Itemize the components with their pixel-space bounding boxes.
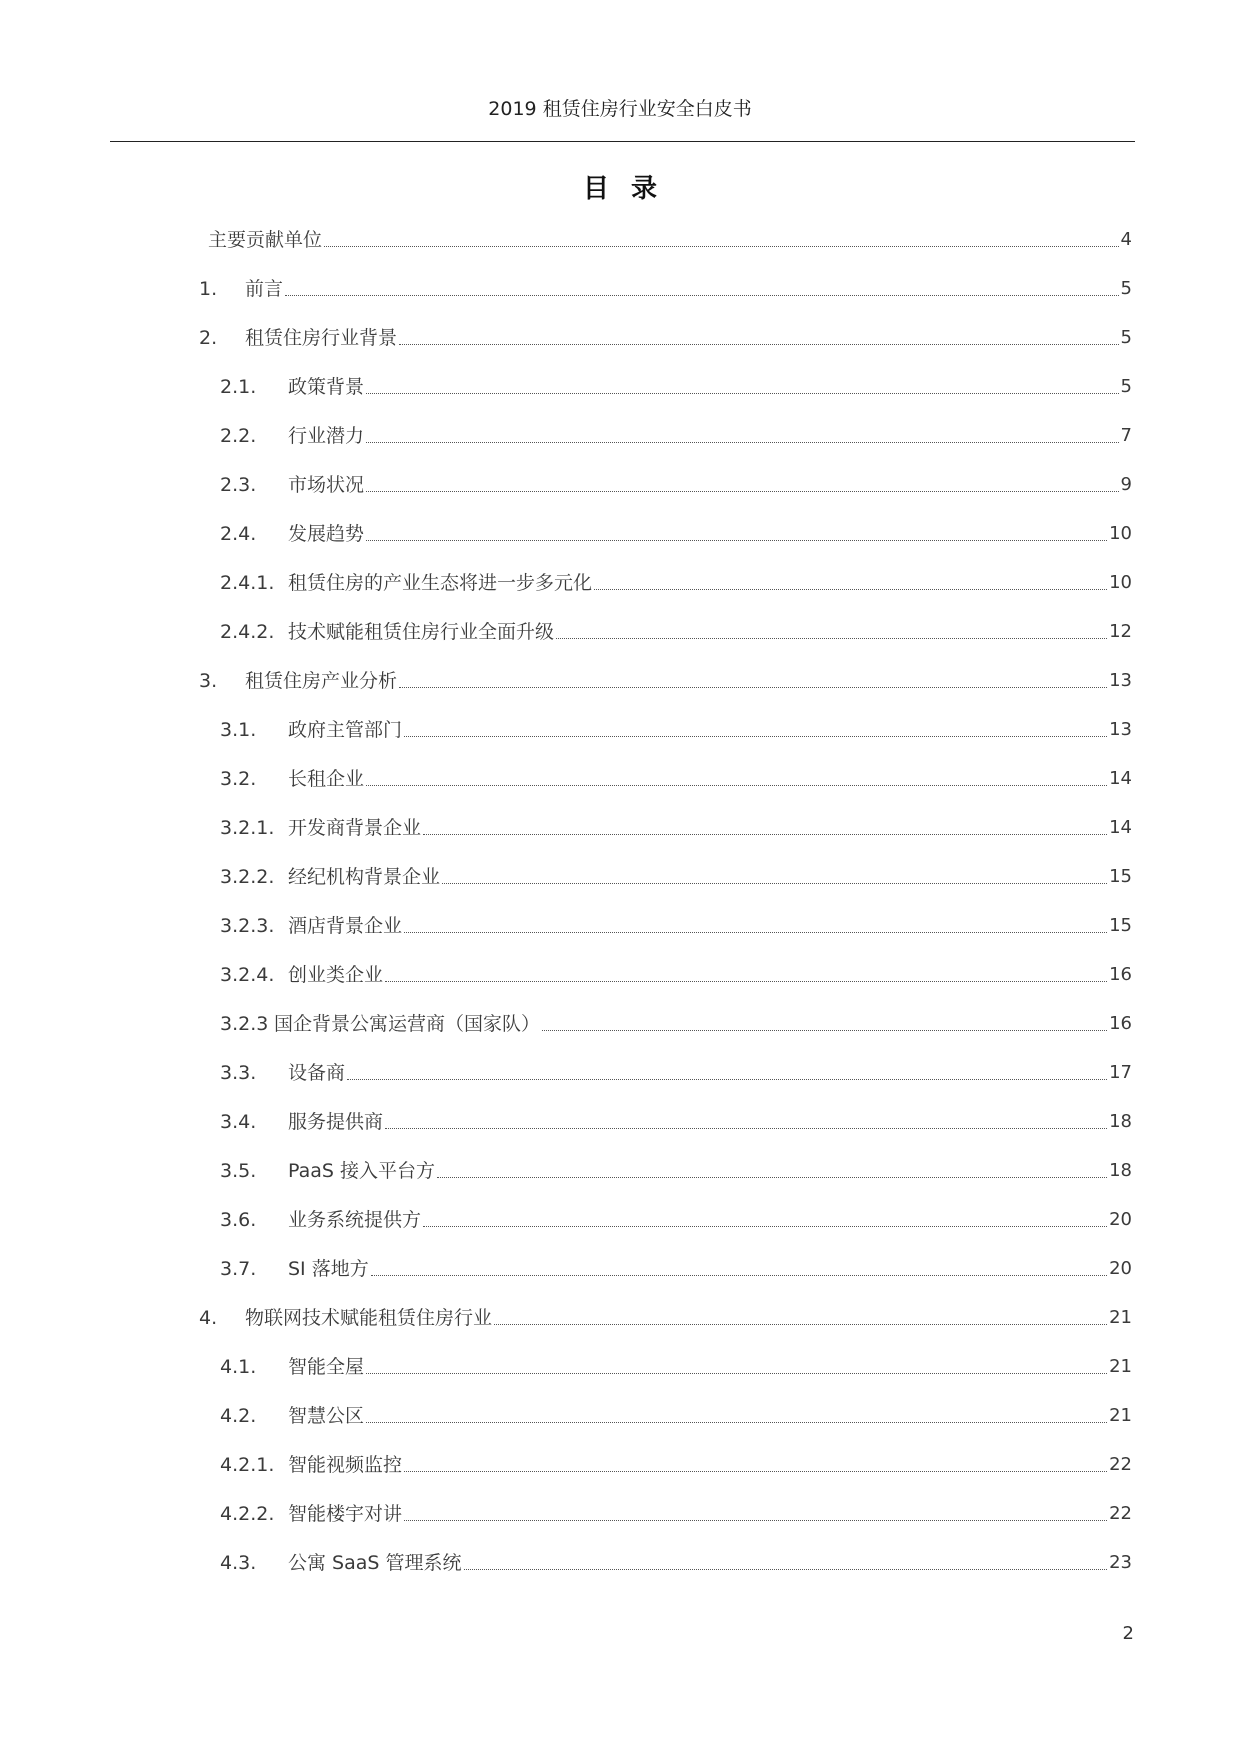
toc-entry-page: 16 xyxy=(1109,1013,1132,1034)
toc-dot-leader xyxy=(542,1030,1107,1031)
toc-entry-title: 酒店背景企业 xyxy=(288,915,403,937)
toc-entry-number: 3.2.3. xyxy=(220,915,275,937)
page-header-title: 2019 租赁住房行业安全白皮书 xyxy=(488,98,752,120)
toc-entry-page: 12 xyxy=(1109,621,1132,642)
toc-entry-number: 3.2.3 xyxy=(220,1013,269,1035)
toc-entry-title: 政府主管部门 xyxy=(288,719,403,741)
header-divider xyxy=(110,141,1135,142)
toc-entry-page: 9 xyxy=(1120,474,1132,495)
toc-entry-number: 3.2.4. xyxy=(220,964,275,986)
toc-entry-page: 21 xyxy=(1109,1356,1132,1377)
toc-dot-leader xyxy=(404,736,1107,737)
toc-dot-leader xyxy=(366,540,1107,541)
toc-entry-number: 3.3. xyxy=(220,1062,257,1084)
toc-dot-leader xyxy=(324,246,1119,247)
toc-entry-number: 4.2.2. xyxy=(220,1503,275,1525)
toc-entry-page: 22 xyxy=(1109,1454,1132,1475)
toc-entry-page: 13 xyxy=(1109,670,1132,691)
toc-entry-page: 15 xyxy=(1109,915,1132,936)
toc-entry-title: 智能楼宇对讲 xyxy=(288,1503,403,1525)
toc-entry-title: 设备商 xyxy=(288,1062,346,1084)
toc-entry-title: 前言 xyxy=(245,278,284,300)
toc-entry-2-4[interactable] xyxy=(220,516,1132,546)
toc-entry-title: 发展趋势 xyxy=(288,523,365,545)
toc-entry-number: 3.5. xyxy=(220,1160,257,1182)
toc-dot-leader xyxy=(366,491,1119,492)
toc-entry-title: 市场状况 xyxy=(288,474,365,496)
toc-entry-number: 2.4.1. xyxy=(220,572,275,594)
toc-entry-page: 5 xyxy=(1120,376,1132,397)
toc-entry-number: 2.4.2. xyxy=(220,621,275,643)
toc-entry-page: 5 xyxy=(1120,327,1132,348)
toc-entry-2-1[interactable] xyxy=(220,369,1132,399)
toc-entry-3-2-3-state-owned[interactable] xyxy=(220,1006,1132,1036)
toc-entry-3-4[interactable] xyxy=(220,1104,1132,1134)
toc-entry-3[interactable] xyxy=(199,663,1132,693)
toc-entry-title: 智能全屋 xyxy=(288,1356,365,1378)
toc-entry-number: 4.2.1. xyxy=(220,1454,275,1476)
toc-entry-4[interactable] xyxy=(199,1300,1132,1330)
toc-dot-leader xyxy=(404,1520,1107,1521)
toc-entry-4-2-2[interactable] xyxy=(220,1496,1132,1526)
toc-entry-title: 长租企业 xyxy=(288,768,365,790)
toc-entry-page: 16 xyxy=(1109,964,1132,985)
toc-dot-leader xyxy=(385,981,1107,982)
toc-entry-title: 物联网技术赋能租赁住房行业 xyxy=(245,1307,493,1329)
toc-entry-4-2[interactable] xyxy=(220,1398,1132,1428)
toc-entry-title: 国企背景公寓运营商（国家队） xyxy=(274,1013,541,1035)
toc-dot-leader xyxy=(347,1079,1107,1080)
toc-entry-number: 1. xyxy=(199,278,218,300)
toc-entry-page: 4 xyxy=(1120,229,1132,250)
toc-entry-2-4-2[interactable] xyxy=(220,614,1132,644)
toc-entry-number: 2.2. xyxy=(220,425,257,447)
toc-entry-title: 智慧公区 xyxy=(288,1405,365,1427)
toc-entry-number: 3.1. xyxy=(220,719,257,741)
toc-entry-3-2-4[interactable] xyxy=(220,957,1132,987)
toc-entry-title: 公寓 SaaS 管理系统 xyxy=(288,1552,462,1574)
toc-entry-number: 3.7. xyxy=(220,1258,257,1280)
toc-dot-leader xyxy=(385,1128,1107,1129)
toc-entry-2-2[interactable] xyxy=(220,418,1132,448)
toc-entry-number: 2.4. xyxy=(220,523,257,545)
toc-entry-3-3[interactable] xyxy=(220,1055,1132,1085)
toc-entry-3-5[interactable] xyxy=(220,1153,1132,1183)
toc-dot-leader xyxy=(423,1226,1107,1227)
toc-dot-leader xyxy=(366,785,1107,786)
toc-entry-page: 20 xyxy=(1109,1209,1132,1230)
toc-entry-page: 21 xyxy=(1109,1405,1132,1426)
toc-dot-leader xyxy=(423,834,1107,835)
toc-entry-number: 3. xyxy=(199,670,218,692)
toc-entry-3-2-2[interactable] xyxy=(220,859,1132,889)
toc-entry-number: 3.2.1. xyxy=(220,817,275,839)
toc-entry-2-3[interactable] xyxy=(220,467,1132,497)
toc-entry-number: 4.3. xyxy=(220,1552,257,1574)
toc-entry-page: 14 xyxy=(1109,817,1132,838)
toc-entry-title: 租赁住房行业背景 xyxy=(245,327,398,349)
toc-entry-title: 行业潜力 xyxy=(288,425,365,447)
toc-entry-title: PaaS 接入平台方 xyxy=(288,1160,435,1182)
toc-entry-title: 租赁住房产业分析 xyxy=(245,670,398,692)
toc-entry-4-2-1[interactable] xyxy=(220,1447,1132,1477)
toc-entry-page: 14 xyxy=(1109,768,1132,789)
toc-entry-number: 4. xyxy=(199,1307,218,1329)
toc-entry-page: 22 xyxy=(1109,1503,1132,1524)
toc-entry-number: 4.2. xyxy=(220,1405,257,1427)
toc-entry-title: 租赁住房的产业生态将进一步多元化 xyxy=(288,572,593,594)
toc-entry-title: 技术赋能租赁住房行业全面升级 xyxy=(288,621,555,643)
toc-entry-1[interactable] xyxy=(199,271,1132,301)
toc-entry-page: 17 xyxy=(1109,1062,1132,1083)
toc-entry-page: 18 xyxy=(1109,1160,1132,1181)
toc-entry-page: 20 xyxy=(1109,1258,1132,1279)
toc-heading: 目录 xyxy=(582,174,679,204)
toc-dot-leader xyxy=(594,589,1107,590)
toc-entry-number: 4.1. xyxy=(220,1356,257,1378)
toc-entry-3-2-1[interactable] xyxy=(220,810,1132,840)
toc-entry-page: 23 xyxy=(1109,1552,1132,1573)
toc-entry-title: 开发商背景企业 xyxy=(288,817,422,839)
toc-dot-leader xyxy=(442,883,1107,884)
page-number: 2 xyxy=(1122,1623,1134,1644)
toc-entry-3-2[interactable] xyxy=(220,761,1132,791)
toc-dot-leader xyxy=(399,344,1119,345)
toc-entry-title: 经纪机构背景企业 xyxy=(288,866,441,888)
toc-entry-title: 服务提供商 xyxy=(288,1111,384,1133)
toc-entry-page: 10 xyxy=(1109,572,1132,593)
toc-entry-3-7[interactable] xyxy=(220,1251,1132,1281)
toc-dot-leader xyxy=(285,295,1119,296)
toc-entry-3-1[interactable] xyxy=(220,712,1132,742)
toc-entry-number: 3.4. xyxy=(220,1111,257,1133)
toc-entry-page: 15 xyxy=(1109,866,1132,887)
toc-dot-leader xyxy=(366,1422,1107,1423)
toc-entry-number: 3.2.2. xyxy=(220,866,275,888)
toc-dot-leader xyxy=(404,932,1107,933)
toc-entry-number: 3.2. xyxy=(220,768,257,790)
toc-entry-page: 5 xyxy=(1120,278,1132,299)
toc-entry-page: 7 xyxy=(1120,425,1132,446)
toc-entry-title: SI 落地方 xyxy=(288,1258,369,1280)
toc-entry-2-4-1[interactable] xyxy=(220,565,1132,595)
toc-entry-page: 21 xyxy=(1109,1307,1132,1328)
toc-dot-leader xyxy=(366,393,1119,394)
toc-entry-title: 创业类企业 xyxy=(288,964,384,986)
toc-dot-leader xyxy=(366,1373,1107,1374)
toc-entry-number: 3.6. xyxy=(220,1209,257,1231)
toc-entry-number: 2.3. xyxy=(220,474,257,496)
toc-dot-leader xyxy=(464,1569,1108,1570)
toc-dot-leader xyxy=(437,1177,1107,1178)
toc-dot-leader xyxy=(366,442,1119,443)
toc-entry-4-3[interactable] xyxy=(220,1545,1132,1575)
toc-dot-leader xyxy=(404,1471,1107,1472)
toc-entry-number: 2.1. xyxy=(220,376,257,398)
toc-entry-number: 2. xyxy=(199,327,218,349)
toc-entry-2[interactable] xyxy=(199,320,1132,350)
toc-entry-title: 政策背景 xyxy=(288,376,365,398)
toc-entry-title: 主要贡献单位 xyxy=(208,229,323,251)
toc-entry-page: 18 xyxy=(1109,1111,1132,1132)
toc-entry-title: 业务系统提供方 xyxy=(288,1209,422,1231)
toc-dot-leader xyxy=(399,687,1107,688)
toc-entry-page: 13 xyxy=(1109,719,1132,740)
toc-dot-leader xyxy=(371,1275,1107,1276)
toc-entry-page: 10 xyxy=(1109,523,1132,544)
toc-dot-leader xyxy=(556,638,1107,639)
toc-entry-title: 智能视频监控 xyxy=(288,1454,403,1476)
toc-dot-leader xyxy=(494,1324,1107,1325)
toc-entry-4-1[interactable] xyxy=(220,1349,1132,1379)
toc-entry-3-2-3[interactable] xyxy=(220,908,1132,938)
toc-entry-3-6[interactable] xyxy=(220,1202,1132,1232)
toc-entry-contributors[interactable] xyxy=(208,222,1132,252)
